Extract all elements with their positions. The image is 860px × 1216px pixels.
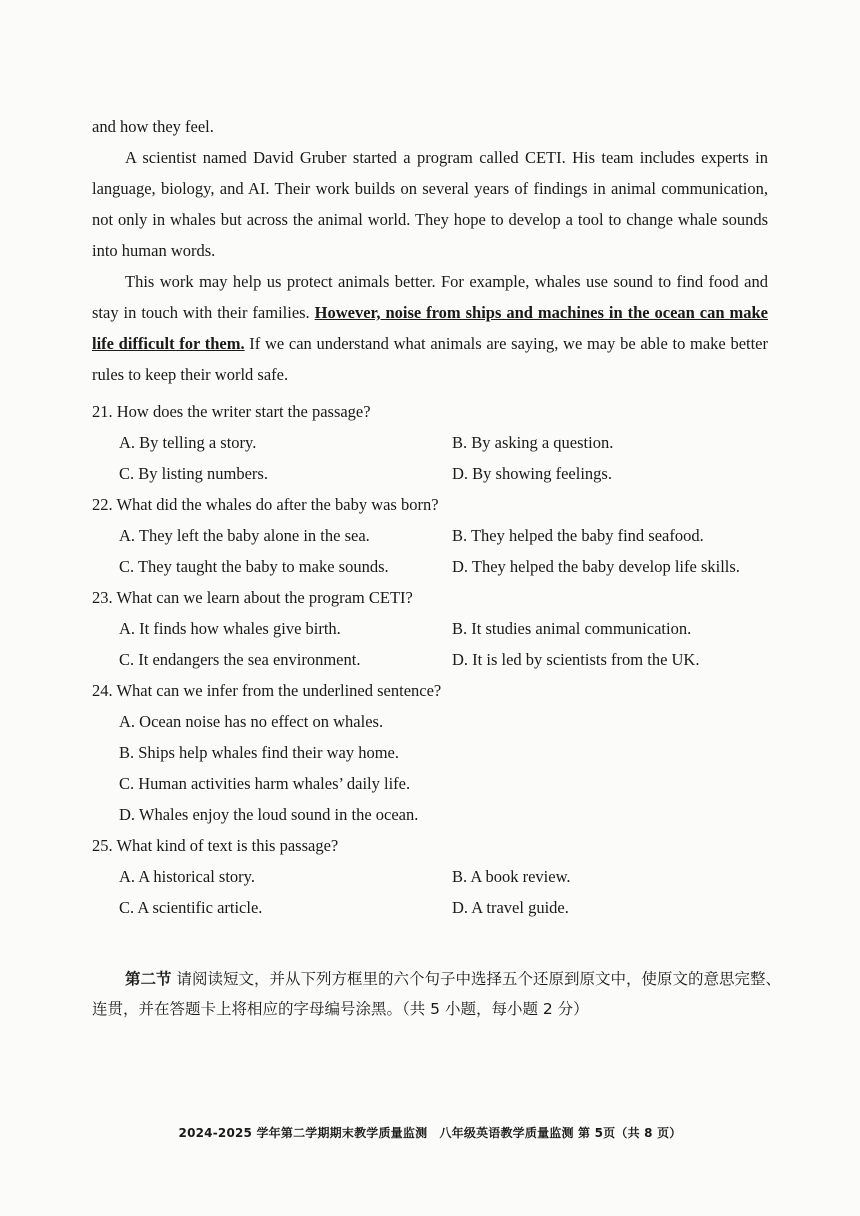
option-c: C. A scientific article.	[119, 898, 263, 917]
question-stem: 21. How does the writer start the passage?	[92, 402, 371, 421]
option-d: D. By showing feelings.	[452, 464, 612, 483]
option-d: D. Whales enjoy the loud sound in the ocean.	[119, 805, 419, 824]
option-b: B. Ships help whales find their way home.	[119, 743, 400, 762]
question-stem: 25. What kind of text is this passage?	[92, 836, 339, 855]
option-a: A. It finds how whales give birth.	[119, 619, 341, 638]
paragraph-2-end: If we can understand what animals are saying, we may be able to make better rules to keep their world safe.	[92, 334, 768, 384]
option-a: A. A historical story.	[119, 867, 255, 886]
option-d: D. They helped the baby develop life skills.	[452, 557, 740, 576]
question-24	[92, 675, 768, 830]
passage-paragraph-2	[92, 266, 768, 390]
option-b: B. They helped the baby find seafood.	[452, 526, 704, 545]
option-c: C. It endangers the sea environment.	[119, 650, 361, 669]
section-2-text: 请阅读短文，并从下列方框里的六个句子中选择五个还原到原文中，使原文的意思完整、连贯，并在答题卡上将相应的字母编号涂黑。（共 5 小题，每小题 2 分）	[92, 970, 781, 1018]
question-22	[92, 489, 768, 582]
option-d: D. It is led by scientists from the UK.	[452, 650, 700, 669]
section-2-heading: 第二节	[125, 970, 172, 988]
question-stem: 23. What can we learn about the program CETI?	[92, 588, 413, 607]
option-c: C. Human activities harm whales’ daily life.	[119, 774, 411, 793]
option-a: A. Ocean noise has no effect on whales.	[119, 712, 384, 731]
question-stem: 24. What can we infer from the underlined sentence?	[92, 681, 442, 700]
option-b: B. It studies animal communication.	[452, 619, 692, 638]
question-25	[92, 830, 768, 923]
question-stem: 22. What did the whales do after the baby was born?	[92, 495, 439, 514]
underlined-sentence: However, noise from ships and machines in the ocean can make life difficult for them.	[92, 303, 769, 353]
section-2-instruction	[92, 964, 782, 1024]
passage-paragraph-0: and how they feel.	[92, 117, 214, 136]
option-c: C. By listing numbers.	[119, 464, 268, 483]
option-b: B. A book review.	[452, 867, 571, 886]
option-a: A. They left the baby alone in the sea.	[119, 526, 370, 545]
passage-paragraph-1: A scientist named David Gruber started a program called CETI. His team includes experts in language, biology, and AI. Their work builds on several years of findings in animal communication, not only in whales but across the animal world. They hope to develop a tool to change whale sounds into human words.	[92, 148, 768, 260]
option-b: B. By asking a question.	[452, 433, 614, 452]
option-a: A. By telling a story.	[119, 433, 257, 452]
paragraph-2-start: This work may help us protect animals better. For example, whales use sound to find food and stay in touch with their families.	[92, 272, 768, 322]
reading-passage	[92, 111, 768, 390]
page-footer: 2024-2025 学年第二学期期末教学质量监测 八年级英语教学质量监测 第 5页（共 8 页）	[178, 1126, 682, 1140]
question-21	[92, 396, 768, 489]
option-c: C. They taught the baby to make sounds.	[119, 557, 389, 576]
question-23	[92, 582, 768, 675]
option-d: D. A travel guide.	[452, 898, 569, 917]
question-list	[92, 396, 768, 923]
